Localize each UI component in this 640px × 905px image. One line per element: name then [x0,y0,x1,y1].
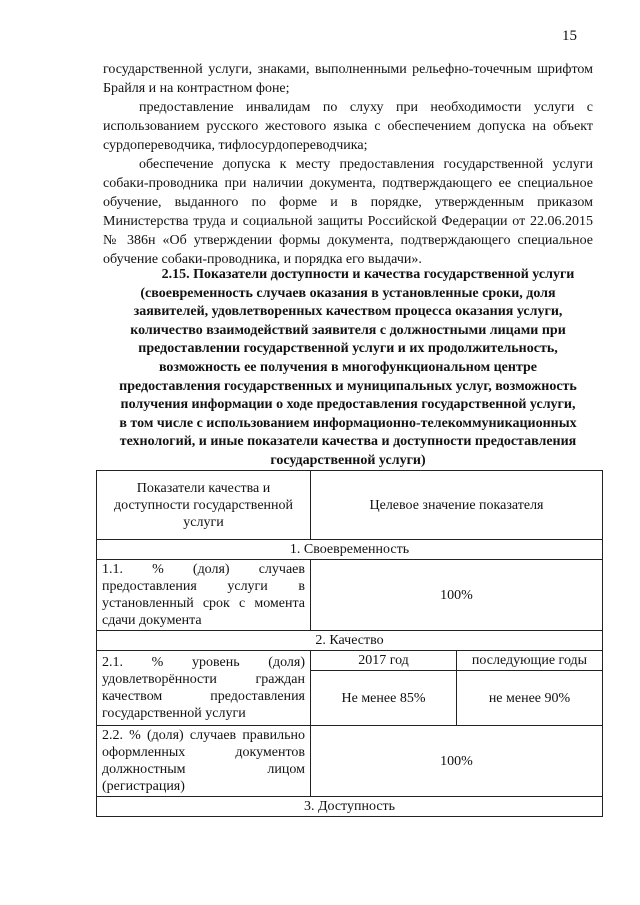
next-years-column-label: последующие годы [457,651,603,671]
body-text [103,60,593,269]
heading-line: количество взаимодействий заявителя с должностными лицами при [130,322,566,338]
heading-line: (своевременность случаев оказания в установленные сроки, доля [140,285,556,301]
page-number: 15 [562,28,577,44]
heading-line: возможность ее получения в многофункциональном центре [158,359,538,375]
next-years-value: не менее 90% [457,671,603,726]
header-cell-indicators: Показатели качества и доступности государственной услуги [97,471,311,540]
heading-line: в том числе с использованием информационно-телекоммуникационных [119,415,577,431]
table-section-row [97,631,603,651]
year-value: Не менее 85% [311,671,457,726]
paragraph: государственной услуги, знаками, выполненными рельефно-точечным шрифтом Брайля и на контрастном фоне; [103,62,593,96]
heading-line: заявителей, удовлетворенных качеством процесса оказания услуги, [133,304,563,320]
heading-line: получения информации о ходе предоставления государственной услуги, [120,397,576,413]
table-row [97,560,603,631]
indicator-label: 2.2. % (доля) случаев правильно оформленных документов должностным лицом (регистрация) [97,726,311,797]
heading-line: государственной услуги) [270,452,426,468]
section-heading [103,266,593,471]
indicator-label: 2.1. % уровень (доля) удовлетворённости граждан качеством предоставления государственной услуги [97,651,311,726]
heading-line: технологий, и иные показатели качества и доступности предоставления [119,434,577,450]
section-title-quality: 2. Качество [97,631,603,651]
section-title-accessibility: 3. Доступность [97,797,603,817]
section-title-timeliness: 1. Своевременность [97,540,603,560]
heading-line: предоставления государственных и муниципальных услуг, возможность [119,378,577,394]
table-row [97,726,603,797]
table-header-row [97,471,603,540]
header-cell-target-value: Целевое значение показателя [311,471,603,540]
heading-line: 2.15. Показатели доступности и качества государственной услуги [161,267,575,282]
indicator-value: 100% [311,726,603,797]
heading-line: предоставлении государственной услуги и их продолжительность, [138,341,558,357]
table-row [97,651,603,671]
year-column-label: 2017 год [311,651,457,671]
paragraph: предоставление инвалидам по слуху при необходимости услуги с использованием русского жестового языка с обеспечением допуска на объект сурдопереводчика, тифлосурдопереводчика; [103,100,593,153]
indicator-value: 100% [311,560,603,631]
table-section-row [97,540,603,560]
indicator-label: 1.1. % (доля) случаев предоставления услуги в установленный срок с момента сдачи документа [97,560,311,631]
table-section-row [97,797,603,817]
paragraph: обеспечение допуска к месту предоставления государственной услуги собаки-проводника при наличии документа, подтверждающего ее специальное обучение, выданного по форме и в порядке, утвержденным приказом Министерства труда и социальной защиты Российской Федерации от 22.06.2015 № 386н «Об утверждении формы документа, подтверждающего специальное обучение собаки-проводника, и порядка его выдачи». [103,157,593,267]
quality-indicators-table [96,470,603,817]
